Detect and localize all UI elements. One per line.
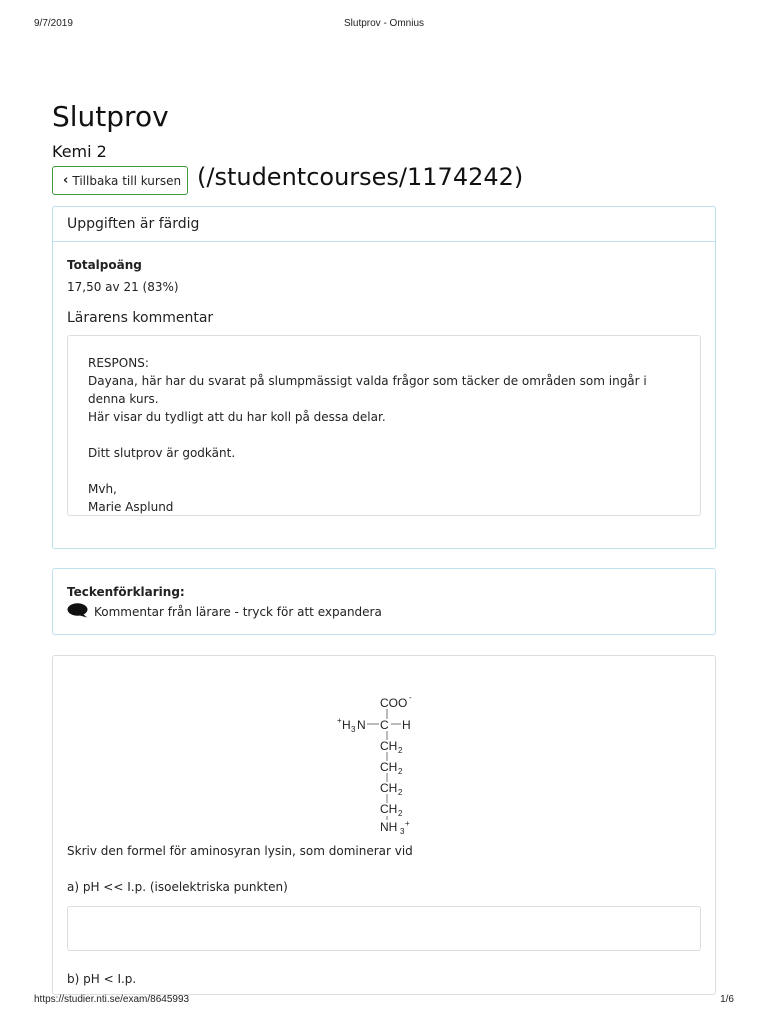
comment-line: Här visar du tydligt att du har koll på dessa delar. bbox=[88, 410, 386, 424]
print-date: 9/7/2019 bbox=[34, 18, 73, 29]
legend-label: Teckenförklaring: bbox=[67, 585, 185, 599]
back-to-course-button[interactable] bbox=[52, 166, 188, 195]
teacher-comment-box bbox=[67, 335, 701, 516]
legend-text: Kommentar från lärare - tryck för att expandera bbox=[94, 605, 382, 619]
question-panel bbox=[52, 655, 716, 995]
course-name: Kemi 2 bbox=[52, 142, 107, 161]
formula-h: H bbox=[402, 718, 411, 732]
comment-line: Dayana, här har du svarat på slumpmässigt valda frågor som täcker de områden som ingår i denna kurs. bbox=[88, 374, 647, 406]
comment-line bbox=[88, 462, 680, 480]
status-panel bbox=[52, 206, 716, 549]
status-heading: Uppgiften är färdig bbox=[53, 207, 715, 242]
formula-alpha-carbon: C bbox=[380, 718, 389, 732]
legend-panel bbox=[52, 568, 716, 635]
question-part-a: a) pH << I.p. (isoelektriska punkten) bbox=[67, 880, 288, 894]
formula-ch2: CH bbox=[380, 802, 398, 816]
question-text: Skriv den formel för aminosyran lysin, som dominerar vid bbox=[67, 844, 413, 858]
formula-nh3: NH bbox=[380, 820, 398, 834]
formula-coo-charge: - bbox=[409, 693, 412, 702]
comment-line: RESPONS: bbox=[88, 356, 149, 370]
formula-coo: COO bbox=[380, 696, 408, 710]
speech-bubble-icon bbox=[67, 603, 88, 621]
comment-line bbox=[88, 426, 680, 444]
print-page-number: 1/6 bbox=[720, 994, 734, 1005]
formula-ch2: CH bbox=[380, 760, 398, 774]
page-title: Slutprov bbox=[52, 100, 169, 133]
formula-n: N bbox=[357, 718, 366, 732]
total-score-label: Totalpoäng bbox=[67, 258, 142, 272]
formula-nh3-group bbox=[373, 816, 433, 838]
formula-n-charge: + bbox=[337, 716, 342, 725]
teacher-comment-heading: Lärarens kommentar bbox=[67, 310, 214, 326]
comment-line: Mvh, bbox=[88, 482, 117, 496]
formula-nh3-charge: + bbox=[405, 819, 410, 828]
formula-ch2: CH bbox=[380, 739, 398, 753]
formula-nh3-sub: 3 bbox=[400, 827, 405, 836]
lysine-structure-diagram bbox=[323, 674, 473, 824]
answer-field-a[interactable] bbox=[67, 906, 701, 951]
legend-item[interactable] bbox=[67, 603, 382, 621]
comment-line: Ditt slutprov är godkänt. bbox=[88, 446, 236, 460]
chevron-left-icon: ‹ bbox=[63, 173, 69, 188]
formula-h3-sub: 3 bbox=[351, 725, 356, 734]
formula-ch2-sub: 2 bbox=[398, 746, 403, 755]
comment-line: Marie Asplund bbox=[88, 500, 174, 514]
formula-h3: H bbox=[342, 718, 351, 732]
formula-ch2: CH bbox=[380, 781, 398, 795]
print-url: https://studier.nti.se/exam/8645993 bbox=[34, 994, 190, 1005]
formula-ch2-sub: 2 bbox=[398, 788, 403, 797]
back-button-label: Tillbaka till kursen bbox=[72, 173, 182, 188]
print-title: Slutprov - Omnius bbox=[343, 18, 425, 29]
formula-ch2-sub: 2 bbox=[398, 767, 403, 776]
formula-ch2-sub: 2 bbox=[398, 809, 403, 818]
back-link-url: (/studentcourses/1174242) bbox=[197, 163, 524, 191]
question-part-b: b) pH < I.p. bbox=[67, 972, 137, 986]
total-score-value: 17,50 av 21 (83%) bbox=[67, 280, 179, 294]
